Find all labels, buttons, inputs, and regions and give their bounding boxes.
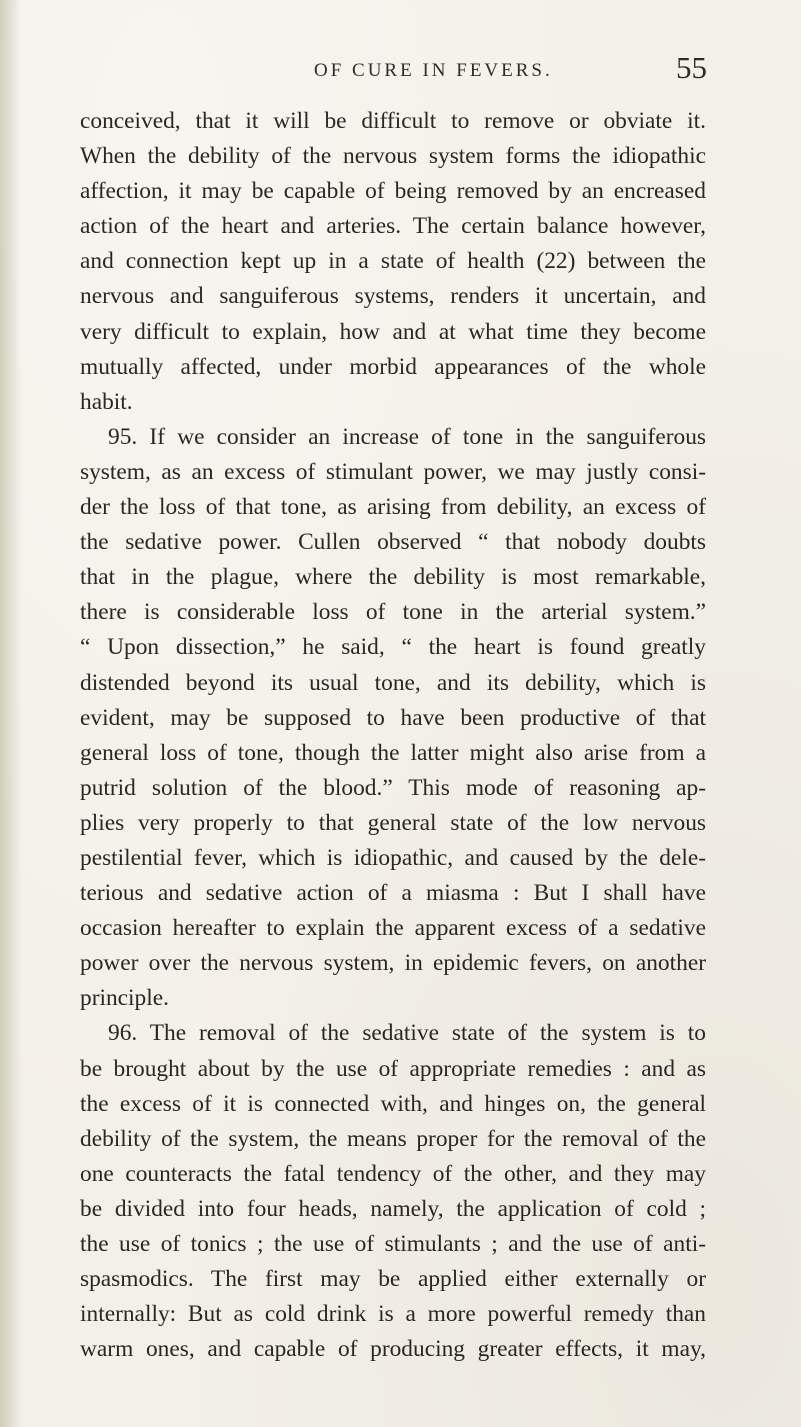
text-line: and connection kept up in a state of health (22) between the bbox=[80, 248, 706, 275]
text-line: distended beyond its usual tone, and its debility, which is bbox=[80, 669, 706, 696]
text-line: system, as an excess of stimulant power, we may justly consi- bbox=[80, 458, 706, 485]
text-line: terious and sedative action of a miasma : But I shall have bbox=[80, 880, 706, 907]
text-line: conceived, that it will be difficult to remove or obviate it. bbox=[80, 108, 706, 134]
page-number: 55 bbox=[676, 50, 707, 85]
text-line: there is considerable loss of tone in the arterial system.” bbox=[80, 599, 706, 626]
text-line: nervous and sanguiferous systems, renders it uncertain, and bbox=[80, 283, 706, 310]
text-line: principle. bbox=[80, 985, 169, 1012]
running-head: OF CURE IN FEVERS. bbox=[314, 60, 553, 81]
text-line: spasmodics. The first may be applied either externally or bbox=[80, 1266, 706, 1293]
text-line: debility of the system, the means proper for the removal of the bbox=[80, 1125, 706, 1152]
text-line: power over the nervous system, in epidemic fevers, on another bbox=[80, 950, 706, 977]
text-line: When the debility of the nervous system forms the idiopathic bbox=[80, 143, 706, 170]
text-line: plies very properly to that general state of the low nervous bbox=[80, 809, 706, 836]
text-line: putrid solution of the blood.” This mode of reasoning ap- bbox=[80, 774, 706, 801]
paragraph-96-start: 96. The removal of the sedative state of the system is to bbox=[108, 1020, 706, 1047]
text-line: mutually affected, under morbid appearances of the whole bbox=[80, 353, 706, 380]
text-line: very difficult to explain, how and at what time they become bbox=[80, 318, 706, 345]
text-line: “ Upon dissection,” he said, “ the heart is found greatly bbox=[80, 634, 706, 661]
text-line: habit. bbox=[80, 388, 133, 415]
text-line: affection, it may be capable of being removed by an encreased bbox=[80, 178, 706, 205]
text-line: general loss of tone, though the latter might also arise from a bbox=[80, 739, 706, 766]
text-line: internally: But as cold drink is a more powerful remedy than bbox=[80, 1301, 706, 1328]
text-line: the excess of it is connected with, and hinges on, the general bbox=[80, 1090, 706, 1117]
text-line: that in the plague, where the debility is most remarkable, bbox=[80, 564, 706, 591]
text-line: be divided into four heads, namely, the application of cold ; bbox=[80, 1195, 706, 1222]
page-edge-shadow bbox=[0, 0, 22, 1427]
text-line: pestilential fever, which is idiopathic, and caused by the dele- bbox=[80, 844, 706, 871]
text-line: be brought about by the use of appropriate remedies : and as bbox=[80, 1055, 706, 1082]
paragraph-95-start: 95. If we consider an increase of tone in the sanguiferous bbox=[108, 423, 706, 450]
text-line: der the loss of that tone, as arising from debility, an excess of bbox=[80, 494, 706, 521]
text-line: one counteracts the fatal tendency of the other, and they may bbox=[80, 1160, 706, 1187]
text-line: warm ones, and capable of producing greater effects, it may, bbox=[80, 1336, 706, 1363]
text-line: occasion hereafter to explain the apparent excess of a sedative bbox=[80, 915, 706, 942]
text-line: action of the heart and arteries. The certain balance however, bbox=[80, 213, 706, 240]
body-text bbox=[80, 104, 706, 1367]
text-line: the sedative power. Cullen observed “ that nobody doubts bbox=[80, 529, 706, 556]
text-line: the use of tonics ; the use of stimulants ; and the use of anti- bbox=[80, 1231, 706, 1257]
text-line: evident, may be supposed to have been productive of that bbox=[80, 704, 706, 731]
